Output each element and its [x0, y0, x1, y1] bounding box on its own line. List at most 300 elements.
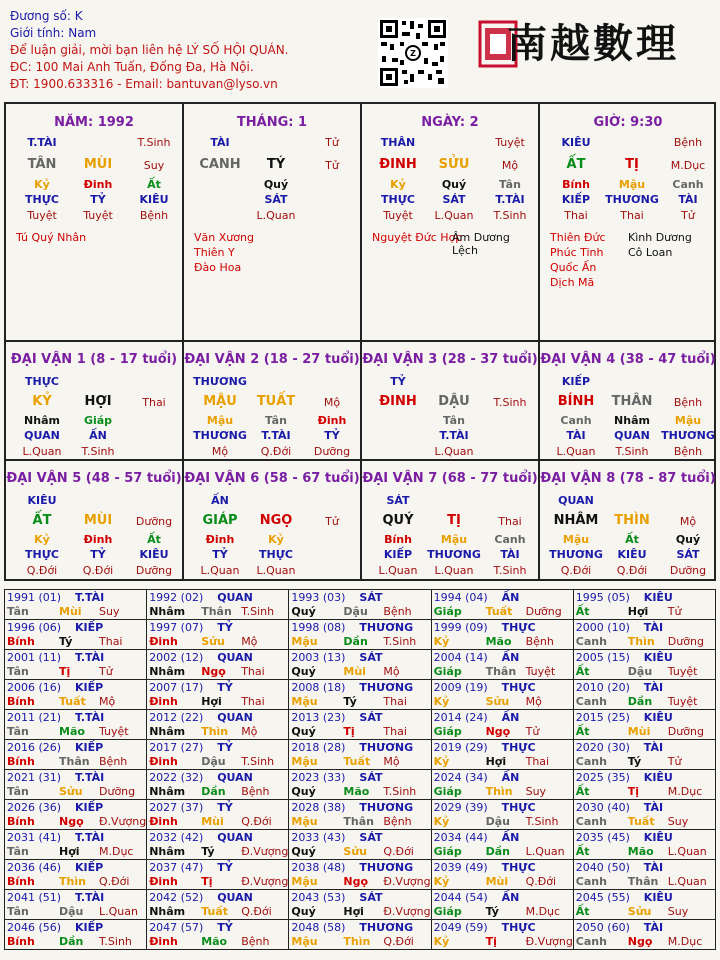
shen-sha-note: Cô Loan	[628, 246, 673, 259]
ten-god-label: KIÊU	[561, 136, 591, 149]
year-label: 2030 (40)	[575, 801, 630, 814]
heavenly-stem: MẬU	[203, 394, 237, 409]
hidden-stem: Canh	[560, 414, 592, 427]
year-stage: Thai	[383, 695, 407, 708]
year-ten-god: KIÊU	[643, 711, 673, 724]
hidden-stage: L.Quan	[434, 564, 474, 577]
year-stage: Mộ	[99, 695, 116, 708]
year-label: 2011 (21)	[7, 711, 62, 724]
year-stem: Ất	[575, 845, 590, 858]
hidden-stage: T.Sinh	[615, 445, 649, 458]
year-branch: Dậu	[59, 905, 84, 918]
year-cell	[431, 799, 574, 830]
year-cell	[288, 589, 431, 620]
year-label: 2018 (28)	[291, 741, 346, 754]
pillar-box	[540, 104, 716, 340]
year-cell	[4, 619, 147, 650]
year-branch: Mão	[59, 725, 85, 738]
year-stem: Giáp	[433, 605, 462, 618]
year-stage: Q.Đới	[99, 875, 130, 888]
heavenly-stem: ẤT	[566, 157, 586, 172]
earthly-branch: TÝ	[266, 157, 286, 172]
year-stem: Mậu	[291, 875, 318, 888]
year-cell	[431, 829, 574, 860]
shen-sha-note: Thiên Đức	[550, 231, 606, 244]
year-label: 2025 (35)	[575, 771, 630, 784]
year-stage: Đ.Vượng	[241, 845, 289, 858]
year-label: 1998 (08)	[291, 621, 346, 634]
hidden-stem: Đinh	[83, 533, 113, 546]
hidden-stem: Đinh	[317, 414, 347, 427]
year-stage: L.Quan	[525, 845, 565, 858]
year-branch: Thìn	[59, 875, 86, 888]
shen-sha-note: Phúc Tinh	[550, 246, 604, 259]
year-branch: Tuất	[59, 695, 86, 708]
year-cell	[288, 859, 431, 890]
year-stage: M.Dục	[99, 845, 134, 858]
year-ten-god: QUAN	[217, 891, 253, 904]
year-branch: Tuất	[343, 755, 371, 768]
nap-stage: T.Sinh	[493, 396, 527, 409]
hidden-stem: Canh	[494, 533, 526, 546]
year-branch: Thìn	[343, 935, 371, 948]
nap-stage: Tử	[325, 515, 339, 528]
year-stem: Bính	[7, 695, 35, 708]
year-stage: L.Quan	[667, 875, 707, 888]
year-label: 1992 (02)	[149, 591, 204, 604]
year-cell	[4, 649, 147, 680]
year-label: 2047 (57)	[149, 921, 204, 934]
year-ten-god: TÀI	[643, 801, 664, 814]
year-label: 1997 (07)	[149, 621, 204, 634]
year-branch: Thìn	[627, 635, 655, 648]
year-ten-god: QUAN	[217, 591, 253, 604]
year-stem: Canh	[575, 875, 607, 888]
year-stem: Mậu	[291, 815, 318, 828]
year-ten-god: KIẾP	[75, 861, 104, 874]
hidden-stage: Tuyệt	[27, 209, 57, 222]
year-stage: Thai	[241, 695, 265, 708]
hidden-stage: L.Quan	[378, 564, 418, 577]
year-stage: Tuyệt	[667, 665, 698, 678]
hidden-stage: T.Sinh	[493, 564, 527, 577]
year-ten-god: KIẾP	[75, 801, 104, 814]
year-cell	[4, 889, 147, 920]
pillar-title: THÁNG: 1	[236, 115, 308, 130]
year-stage: Thai	[99, 635, 123, 648]
hidden-god: THỰC	[381, 193, 415, 206]
year-ten-god: SÁT	[359, 651, 383, 664]
pillar-title: ĐẠI VẬN 8 (78 - 87 tuổi)	[540, 471, 716, 486]
year-ten-god: T.TÀI	[75, 771, 105, 784]
year-ten-god: KIÊU	[643, 651, 673, 664]
year-ten-god: QUAN	[217, 771, 253, 784]
year-branch: Dậu	[201, 755, 226, 768]
year-cell	[573, 589, 716, 620]
earthly-branch: THÌN	[614, 513, 650, 528]
year-ten-god: ẤN	[501, 711, 520, 724]
year-branch: Thân	[343, 815, 374, 828]
hidden-stage: Tử	[681, 209, 695, 222]
shen-sha-note: Quốc Ấn	[550, 261, 597, 274]
year-cell	[146, 739, 289, 770]
year-label: 2050 (60)	[575, 921, 630, 934]
year-branch: Mão	[485, 635, 512, 648]
hidden-stem: Ất	[625, 533, 639, 546]
year-cell	[4, 709, 147, 740]
hidden-stage: Q.Đới	[260, 445, 292, 458]
year-stem: Tân	[7, 605, 29, 618]
shen-sha-note: Dịch Mã	[550, 276, 595, 289]
year-label: 1996 (06)	[7, 621, 62, 634]
year-stem: Đinh	[149, 875, 178, 888]
hidden-god: TỶ	[212, 548, 228, 561]
year-ten-god: TỶ	[217, 801, 233, 814]
year-ten-god: KIẾP	[75, 921, 104, 934]
nap-stage: Mộ	[323, 396, 341, 409]
hidden-stem: Quý	[675, 533, 701, 546]
year-stage: Dưỡng	[525, 605, 562, 618]
year-ten-god: T.TÀI	[75, 891, 105, 904]
hidden-stem: Ất	[147, 533, 161, 546]
year-stem: Giáp	[433, 665, 462, 678]
year-branch: Tuất	[201, 905, 228, 918]
year-stage: T.Sinh	[99, 935, 132, 948]
year-stage: Suy	[667, 905, 689, 918]
shen-sha-note: Đào Hoa	[194, 261, 242, 274]
year-stem: Nhâm	[149, 845, 186, 858]
hidden-god: SÁT	[264, 193, 288, 206]
ten-god-label: T.TÀI	[27, 136, 57, 149]
year-label: 2042 (52)	[149, 891, 204, 904]
pillar-title: ĐẠI VẬN 1 (8 - 17 tuổi)	[10, 352, 178, 367]
hidden-stage: Q.Đới	[26, 564, 58, 577]
year-label: 1999 (09)	[433, 621, 488, 634]
pillar-title: ĐẠI VẬN 5 (48 - 57 tuổi)	[6, 471, 182, 486]
year-stem: Đinh	[149, 815, 178, 828]
year-cell	[4, 859, 147, 890]
year-label: 2038 (48)	[291, 861, 346, 874]
year-ten-god: T.TÀI	[75, 591, 105, 604]
year-branch: Mùi	[343, 665, 366, 678]
year-ten-god: TỶ	[217, 681, 233, 694]
year-ten-god: KIÊU	[643, 591, 673, 604]
year-ten-god: KIÊU	[643, 891, 673, 904]
year-stage: Dưỡng	[667, 725, 704, 738]
hidden-stem: Kỷ	[34, 178, 50, 191]
year-label: 2049 (59)	[433, 921, 488, 934]
year-label: 2026 (36)	[7, 801, 62, 814]
earthly-branch: HỢI	[84, 394, 112, 409]
year-label: 2005 (15)	[575, 651, 630, 664]
year-cell	[288, 769, 431, 800]
duong-so: Đương số: K	[10, 9, 83, 23]
year-cell	[4, 769, 147, 800]
hidden-stage: L.Quan	[434, 209, 474, 222]
hidden-god: THỰC	[25, 193, 59, 206]
hidden-stage: L.Quan	[256, 209, 296, 222]
earthly-branch: THÂN	[611, 394, 653, 409]
truong-sinh-label: T.Sinh	[137, 136, 171, 149]
year-branch: Ngọ	[627, 935, 653, 948]
nap-stage: Thai	[498, 515, 522, 528]
hidden-stage: Thai	[620, 209, 644, 222]
year-cell	[146, 859, 289, 890]
year-label: 2021 (31)	[7, 771, 62, 784]
ten-god-label: ẤN	[211, 494, 229, 507]
year-branch: Mùi	[201, 815, 224, 828]
year-ten-god: T.TÀI	[75, 711, 105, 724]
year-stage: Bệnh	[383, 605, 412, 618]
year-branch: Mão	[201, 935, 228, 948]
year-branch: Dần	[201, 785, 226, 798]
year-label: 2035 (45)	[575, 831, 630, 844]
heavenly-stem: TÂN	[27, 157, 57, 172]
year-branch: Sửu	[59, 785, 83, 798]
year-branch: Tý	[485, 905, 499, 918]
year-ten-god: ẤN	[501, 591, 520, 604]
year-stage: Dưỡng	[667, 635, 704, 648]
year-label: 2000 (10)	[575, 621, 630, 634]
year-label: 2023 (33)	[291, 771, 346, 784]
year-label: 2024 (34)	[433, 771, 488, 784]
year-label: 2017 (27)	[149, 741, 204, 754]
year-stage: Thai	[383, 725, 407, 738]
year-branch: Thìn	[201, 725, 229, 738]
heavenly-stem: ĐINH	[379, 157, 417, 172]
hidden-stage: Mộ	[211, 445, 229, 458]
hidden-god: SÁT	[676, 548, 700, 561]
year-branch: Tuất	[627, 815, 655, 828]
pillar-title: ĐẠI VẬN 3 (28 - 37 tuổi)	[362, 352, 538, 367]
year-stem: Canh	[575, 635, 607, 648]
year-ten-god: TÀI	[643, 621, 664, 634]
year-label: 2033 (43)	[291, 831, 346, 844]
year-cell	[431, 889, 574, 920]
hidden-stem: Nhâm	[614, 414, 650, 427]
year-cell	[146, 829, 289, 860]
ten-god-label: TỶ	[390, 375, 406, 388]
year-branch: Tý	[627, 755, 642, 768]
hidden-god: ẤN	[89, 429, 107, 442]
heavenly-stem: GIÁP	[202, 513, 238, 528]
year-stage: Tử	[667, 605, 682, 618]
hidden-stem: Nhâm	[24, 414, 60, 427]
year-label: 2029 (39)	[433, 801, 488, 814]
hidden-stem: Đinh	[83, 178, 113, 191]
year-branch: Mùi	[627, 725, 651, 738]
year-label: 2015 (25)	[575, 711, 630, 724]
year-stem: Canh	[575, 935, 607, 948]
hidden-stem: Kỷ	[390, 178, 406, 191]
hidden-god: KIẾP	[561, 193, 591, 206]
year-stage: Mộ	[241, 635, 258, 648]
year-label: 2006 (16)	[7, 681, 62, 694]
year-ten-god: QUAN	[217, 831, 253, 844]
nap-stage: Tử	[325, 159, 339, 172]
year-stage: Q.Đới	[241, 905, 272, 918]
hidden-god: TỶ	[90, 193, 106, 206]
pillar-box	[6, 342, 182, 460]
hidden-stage: L.Quan	[256, 564, 296, 577]
heavenly-stem: KỶ	[32, 394, 52, 409]
year-branch: Sửu	[343, 845, 367, 858]
year-stem: Canh	[575, 755, 607, 768]
year-stem: Giáp	[433, 845, 462, 858]
year-label: 2032 (42)	[149, 831, 204, 844]
year-cell	[146, 649, 289, 680]
truong-sinh-label: Tuyệt	[495, 136, 525, 149]
year-stage: T.Sinh	[241, 605, 275, 618]
year-cell	[288, 919, 431, 950]
year-ten-god: KIÊU	[643, 771, 673, 784]
hidden-god: THƯƠNG	[427, 548, 481, 561]
year-cell	[431, 619, 574, 650]
year-ten-god: THỰC	[501, 621, 536, 634]
earthly-branch: MÙI	[83, 513, 113, 528]
year-cell	[431, 769, 574, 800]
year-cell	[573, 649, 716, 680]
hidden-stage: Thai	[564, 209, 588, 222]
earthly-branch: TỊ	[625, 157, 639, 172]
year-stem: Mậu	[291, 635, 318, 648]
hidden-god: TỶ	[324, 429, 340, 442]
year-stem: Mậu	[291, 755, 318, 768]
year-stem: Nhâm	[149, 725, 186, 738]
hidden-god: TÀI	[566, 429, 586, 442]
gioi-tinh: Giới tính: Nam	[10, 26, 97, 40]
hidden-god: T.TÀI	[439, 429, 469, 442]
year-cell	[146, 799, 289, 830]
year-stem: Tân	[7, 665, 29, 678]
year-ten-god: THỰC	[501, 681, 536, 694]
year-ten-god: TÀI	[643, 681, 664, 694]
year-cell	[288, 679, 431, 710]
year-stem: Tân	[7, 905, 29, 918]
ten-god-label: THỰC	[25, 375, 59, 388]
year-branch: Thân	[201, 605, 232, 618]
year-cell	[146, 919, 289, 950]
year-stem: Quý	[291, 725, 316, 738]
hidden-stage: T.Sinh	[81, 445, 115, 458]
year-cell	[573, 679, 716, 710]
year-ten-god: ẤN	[501, 891, 520, 904]
year-stem: Bính	[7, 815, 35, 828]
year-cell	[288, 739, 431, 770]
heavenly-stem: ĐINH	[379, 394, 417, 409]
year-branch: Tý	[201, 845, 215, 858]
year-label: 2019 (29)	[433, 741, 488, 754]
year-label: 2013 (23)	[291, 711, 346, 724]
pillar-box	[362, 342, 538, 460]
year-label: 1995 (05)	[575, 591, 630, 604]
hidden-stem: Mậu	[206, 414, 234, 427]
year-stage: Q.Đới	[383, 845, 414, 858]
nap-stage: Dưỡng	[135, 515, 173, 528]
year-branch: Sửu	[201, 635, 225, 648]
year-branch: Mão	[627, 845, 654, 858]
year-cell	[288, 799, 431, 830]
hidden-god: THƯƠNG	[661, 429, 715, 442]
year-stage: Đ.Vượng	[525, 935, 573, 948]
pillar-box	[184, 104, 360, 340]
year-stem: Kỷ	[433, 875, 450, 888]
year-stem: Kỷ	[433, 755, 450, 768]
year-stem: Ất	[575, 725, 590, 738]
hidden-god: KIÊU	[139, 193, 169, 206]
year-stem: Mậu	[291, 935, 318, 948]
year-stage: Q.Đới	[525, 875, 557, 888]
year-cell	[431, 919, 574, 950]
year-branch: Mùi	[59, 605, 82, 618]
year-ten-god: THƯƠNG	[359, 921, 414, 934]
year-ten-god: T.TÀI	[75, 831, 105, 844]
year-stem: Quý	[291, 605, 316, 618]
year-cell	[288, 889, 431, 920]
nap-stage: Suy	[143, 159, 165, 172]
year-stage: Suy	[99, 605, 120, 618]
year-stem: Kỷ	[433, 635, 450, 648]
year-stem: Bính	[7, 935, 35, 948]
heavenly-stem: QUÝ	[382, 513, 414, 528]
year-stage: M.Dục	[667, 785, 703, 798]
year-branch: Hợi	[59, 845, 80, 858]
year-ten-god: SÁT	[359, 891, 383, 904]
heavenly-stem: ẤT	[32, 513, 52, 528]
year-stem: Canh	[575, 815, 607, 828]
year-stage: Suy	[525, 785, 547, 798]
year-stage: Thai	[241, 665, 265, 678]
year-stage: Tử	[525, 725, 540, 738]
year-label: 2043 (53)	[291, 891, 346, 904]
year-label: 2045 (55)	[575, 891, 630, 904]
year-stem: Ất	[575, 605, 590, 618]
year-cell	[4, 739, 147, 770]
hidden-god: KIẾP	[383, 548, 413, 561]
earthly-branch: TUẤT	[256, 394, 296, 409]
year-stage: Bệnh	[99, 755, 128, 768]
pillar-box	[540, 461, 716, 579]
hidden-stem: Tân	[443, 414, 465, 427]
hidden-stage: Q.Đới	[616, 564, 648, 577]
year-cell	[288, 619, 431, 650]
hidden-god: TỶ	[90, 548, 106, 561]
pillar-title: ĐẠI VẬN 2 (18 - 27 tuổi)	[184, 352, 360, 367]
year-ten-god: THỰC	[501, 921, 536, 934]
hidden-stem: Đinh	[205, 533, 235, 546]
svg-text:Z: Z	[410, 49, 416, 58]
year-branch: Thân	[485, 665, 517, 678]
ten-god-label: KIÊU	[27, 494, 57, 507]
earthly-branch: TỊ	[447, 513, 461, 528]
hidden-stem: Bính	[562, 178, 590, 191]
hidden-god: T.TÀI	[261, 429, 291, 442]
year-grid	[4, 589, 715, 950]
year-cell	[288, 829, 431, 860]
year-stage: Thai	[525, 755, 550, 768]
year-cell	[4, 679, 147, 710]
hidden-god: THƯƠNG	[549, 548, 603, 561]
year-stem: Tân	[7, 845, 29, 858]
hidden-stem: Bính	[384, 533, 412, 546]
year-branch: Mão	[343, 785, 370, 798]
year-ten-god: KIẾP	[75, 681, 104, 694]
year-stage: Suy	[667, 815, 689, 828]
year-label: 2001 (11)	[7, 651, 62, 664]
year-ten-god: SÁT	[359, 771, 383, 784]
year-cell	[4, 829, 147, 860]
hidden-stem: Ất	[147, 178, 161, 191]
